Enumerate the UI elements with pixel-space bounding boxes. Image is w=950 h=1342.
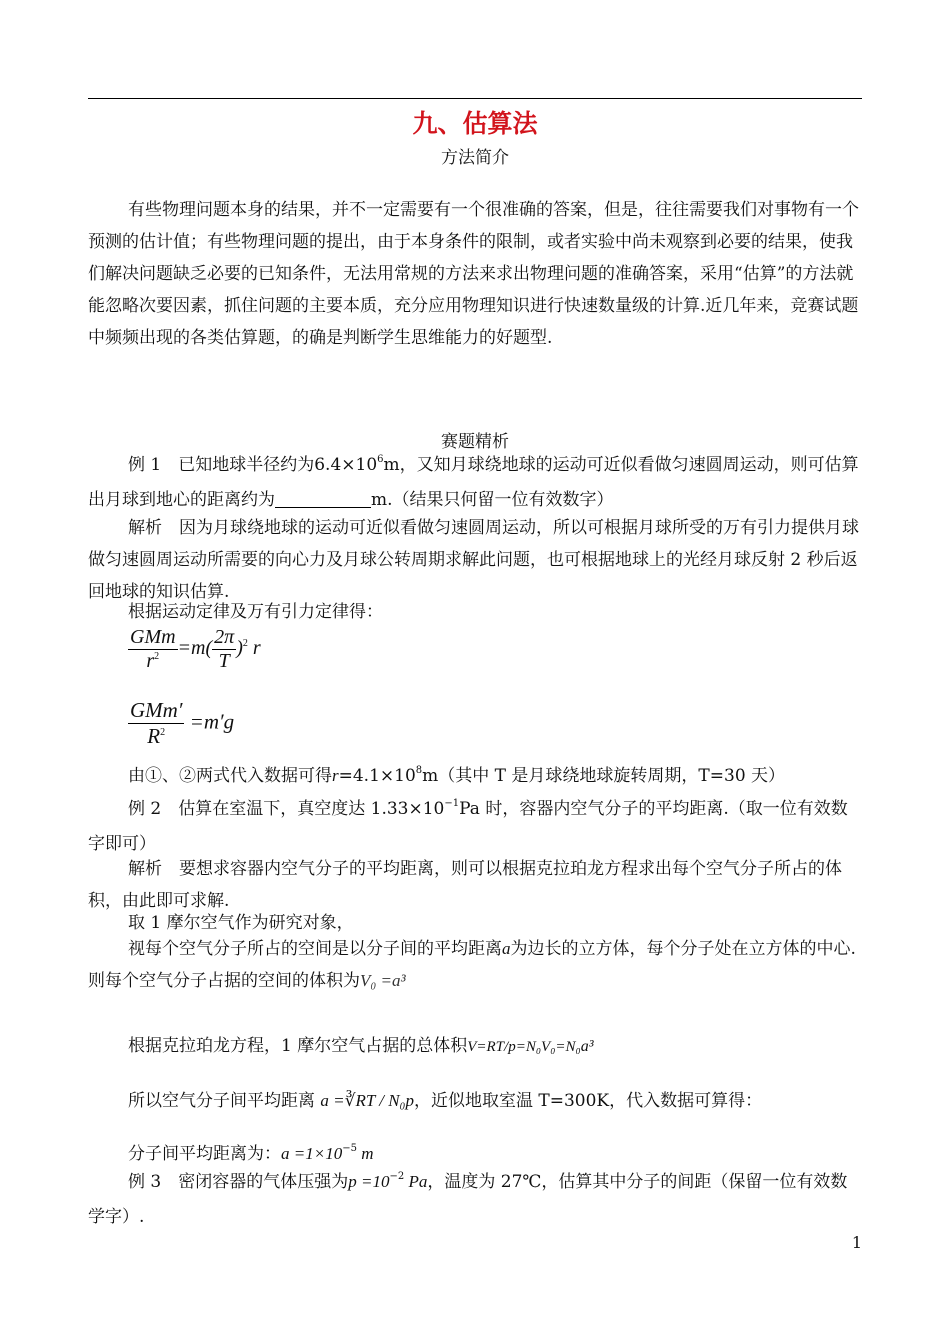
- section-heading: 赛题精析: [441, 432, 509, 452]
- example2-question: 例 2 估算在室温下，真空度达 $1.33\times 10^{-1}Pa$ 时，容器内空气分子的平均距离.（取一位有效数字即可）: [88, 798, 848, 854]
- eq1-rhs-fraction: $\frac{2\pi}{T}$: [214, 626, 235, 672]
- page-title: 九、估算法: [412, 109, 538, 138]
- example2-step4: 所以空气分子间平均距离 a =∛RT / N₀p，近似地取室温 T=300K，代入数据可算得：: [128, 1091, 763, 1111]
- example2-step3: 根据克拉珀龙方程，1 摩尔空气占据的总体积V=RT/p=N₀V₀=N₀a³: [128, 1036, 594, 1056]
- example2-step5: 分子间平均距离为：$a =1\times 10^{-5}$ m: [128, 1143, 374, 1164]
- method-intro-heading: 方法简介: [441, 148, 509, 168]
- intro-paragraph: 有些物理问题本身的结果，并不一定需要有一个很准确的答案，但是，往往需要我们对事物有一个预测的估计值；有些物理问题的提出，由于本身条件的限制，或者实验中尚未观察到必要的结果，使我们解决问题缺乏必要的已知条件，无法用常规的方法来求出物理问题的准确答案，采用“估算”的方法就能忽略次要因素，抓住问题的主要本质，充分应用物理知识进行快速数量级的计算.近几年来，竞赛试题中频频出现的各类估算题，的确是判断学生思维能力的好题型.: [88, 200, 859, 348]
- header-rule: [88, 98, 862, 99]
- example2-analysis: 解析 要想求容器内空气分子的平均距离，则可以根据克拉珀龙方程求出每个空气分子所占的体积，由此即可求解.: [88, 859, 842, 911]
- eq2-lhs-fraction: $\frac{\text{GMm′}}{R^2}$: [130, 698, 183, 748]
- answer-blank: [275, 491, 371, 508]
- example1-law-text: 根据运动定律及万有引力定律得：: [128, 602, 383, 622]
- eq1-lhs-fraction: $\frac{\text{GMm}}{r^2}$: [130, 626, 176, 672]
- equation-1: $\frac{\text{GMm}}{r^2}$ =m( $\frac{2\pi}{T}$ )$^2$ r: [130, 626, 261, 672]
- example1-analysis: 解析 因为月球绕地球的运动可近似看做匀速圆周运动，所以可根据月球所受的万有引力提供月球做匀速圆周运动所需要的向心力及月球公转周期求解此问题，也可根据地球上的光经月球反射 2 秒后返回地球的知识估算.: [88, 518, 859, 602]
- example3-question: 例 3 密闭容器的气体压强为$p =10^{-2}$ Pa，温度为 27℃，估算其中分子的间距（保留一位有效数学字）.: [88, 1171, 848, 1227]
- example1-result: 由①、②两式代入数据可得$r=4.1\times 10^8m$（其中 T 是月球绕地球旋转周期，T=30 天）: [128, 765, 786, 786]
- example2-step1: 取 1 摩尔空气作为研究对象，: [128, 913, 354, 933]
- page-number: 1: [851, 1233, 862, 1252]
- equation-2: $\frac{\text{GMm′}}{R^2}$ =m′g: [130, 698, 235, 748]
- example2-step2: 视每个空气分子所占的空间是以分子间的平均距离a为边长的立方体，每个分子处在立方体的中心.则每个空气分子占据的空间的体积为V₀ =a³: [88, 939, 856, 991]
- example1-question: 例 1 已知地球半径约为$6.4\times 10^6m$，又知月球绕地球的运动可近似看做匀速圆周运动，则可估算出月球到地心的距离约为 m.（结果只何留一位有效数字）: [88, 454, 859, 510]
